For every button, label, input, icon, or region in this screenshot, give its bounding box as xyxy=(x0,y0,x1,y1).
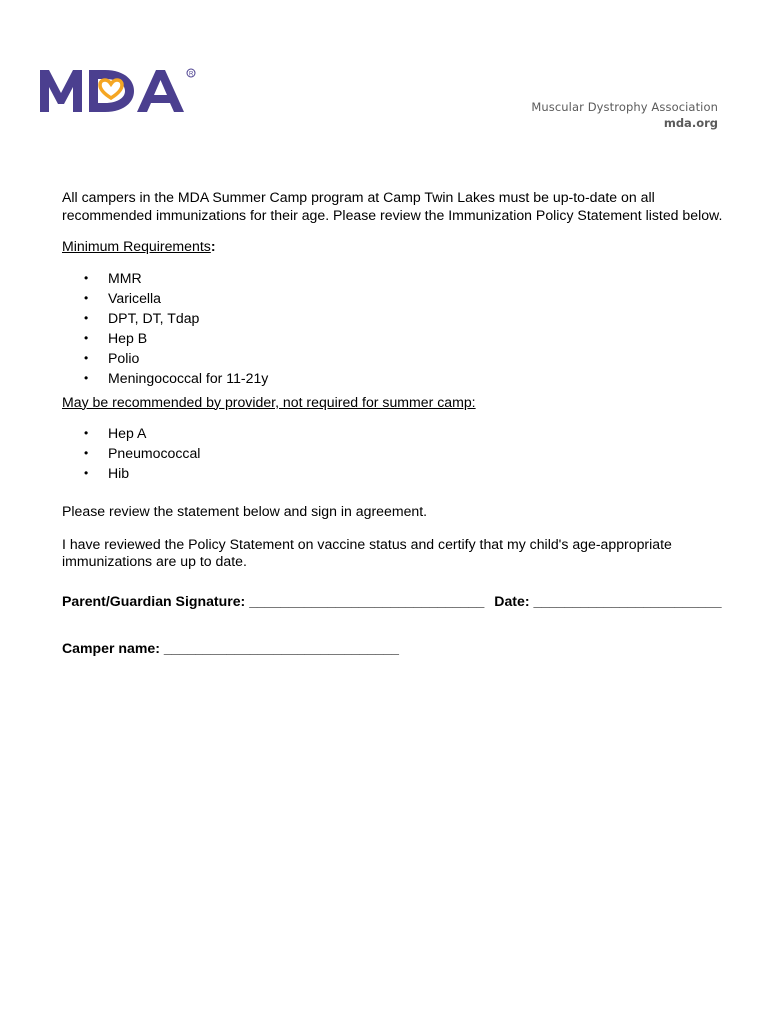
date-label: Date: xyxy=(494,592,530,609)
bullet-icon: • xyxy=(84,290,89,305)
review-instruction: Please review the statement below and sign in agreement. xyxy=(62,503,428,519)
bullet-icon: • xyxy=(84,426,89,440)
logo-letter-a xyxy=(137,70,184,112)
org-name: Muscular Dystrophy Association xyxy=(531,100,718,114)
heart-icon xyxy=(100,80,122,98)
list-item-text: MMR xyxy=(108,269,142,286)
logo-letter-d xyxy=(89,70,134,112)
list-item xyxy=(62,308,742,328)
camper-name-label: Camper name: xyxy=(62,640,160,656)
camper-name-field[interactable]: ______________________________ xyxy=(163,640,399,656)
bullet-icon: • xyxy=(84,370,89,385)
list-item-text: Hep A xyxy=(108,425,147,441)
list-item-text: Hep B xyxy=(108,329,148,346)
signature-field[interactable]: ______________________________ xyxy=(249,592,485,609)
list-item xyxy=(62,423,742,443)
intro-paragraph: All campers in the MDA Summer Camp program at Camp Twin Lakes must be up-to-date on all recommended immunizations for their age. Please review the Immunization Policy Statement listed below. xyxy=(62,189,723,223)
bullet-icon: • xyxy=(84,270,89,285)
list-item xyxy=(62,463,742,483)
svg-text:R: R xyxy=(189,71,194,78)
list-item-text: Meningococcal for 11-21y xyxy=(108,369,269,386)
signature-row xyxy=(62,593,742,611)
org-url: mda.org xyxy=(663,116,718,130)
camper-name-row xyxy=(62,640,742,658)
list-item-text: Polio xyxy=(108,349,140,366)
bullet-icon: • xyxy=(84,466,89,480)
minimum-requirements-list xyxy=(62,268,742,388)
list-item xyxy=(62,268,742,288)
list-item-text: Hib xyxy=(108,465,130,481)
document-body xyxy=(62,189,742,658)
date-field[interactable]: ________________________ xyxy=(533,592,722,609)
org-block xyxy=(531,100,718,130)
signature-label: Parent/Guardian Signature: xyxy=(62,592,246,609)
minimum-heading-text: Minimum Requirements xyxy=(62,238,211,254)
list-item xyxy=(62,328,742,348)
list-item-text: Varicella xyxy=(108,289,162,306)
minimum-heading-colon: : xyxy=(210,238,216,254)
bullet-icon: • xyxy=(84,330,89,345)
bullet-icon: • xyxy=(84,310,89,325)
optional-vaccines-heading: May be recommended by provider, not required for summer camp: xyxy=(62,393,476,410)
bullet-icon: • xyxy=(84,350,89,365)
optional-vaccines-list xyxy=(62,423,742,483)
mda-logo xyxy=(37,60,202,120)
bullet-icon: • xyxy=(84,446,89,460)
list-item xyxy=(62,368,742,388)
minimum-requirements-heading xyxy=(62,238,742,256)
logo-letter-m xyxy=(40,70,82,112)
list-item xyxy=(62,288,742,308)
certification-statement: I have reviewed the Policy Statement on vaccine status and certify that my child's age-appropriate immunizations are up to date. xyxy=(62,535,672,569)
list-item-text: DPT, DT, Tdap xyxy=(108,309,200,326)
list-item-text: Pneumococcal xyxy=(108,445,201,461)
list-item xyxy=(62,443,742,463)
list-item xyxy=(62,348,742,368)
